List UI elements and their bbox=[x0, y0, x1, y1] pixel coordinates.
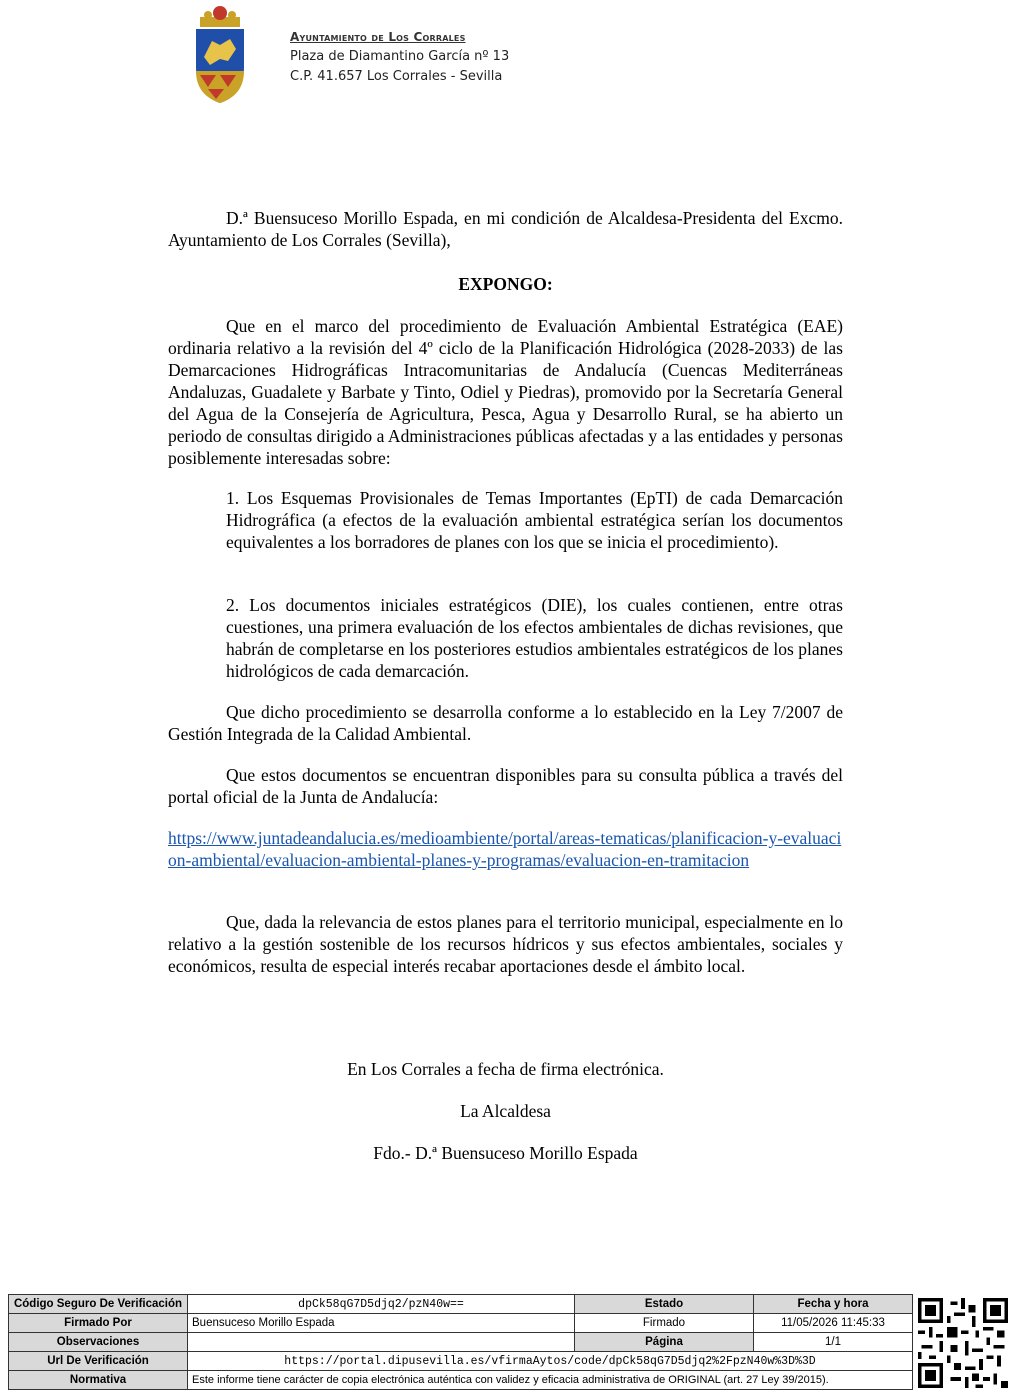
table-row: Normativa Este informe tiene carácter de copia electrónica auténtica con validez y eficacia administrativa de ORIGINAL (art. 27 Ley 39/2015). bbox=[9, 1371, 913, 1390]
municipality-address: Plaza de Diamantino García nº 13 bbox=[290, 49, 510, 64]
municipality-postal: C.P. 41.657 Los Corrales - Sevilla bbox=[290, 69, 503, 84]
closing-line: En Los Corrales a fecha de firma electrónica. bbox=[347, 1059, 664, 1079]
signer-role: La Alcaldesa bbox=[460, 1101, 551, 1121]
paragraph-availability: Que estos documentos se encuentran disponibles para su consulta pública a través del portal oficial de la Junta de Andalucía: bbox=[168, 765, 843, 807]
page-value: 1/1 bbox=[754, 1333, 913, 1352]
observations-value bbox=[188, 1333, 575, 1352]
portal-link[interactable]: https://www.juntadeandalucia.es/medioambiente/portal/areas-tematicas/planificacion-y-evaluacion-ambiental/evaluacion-ambiental-planes-y-programas/evaluacion-en-tramitacion bbox=[168, 828, 842, 870]
status-value: Firmado bbox=[575, 1314, 754, 1333]
intro-paragraph: D.ª Buensuceso Morillo Espada, en mi condición de Alcaldesa-Presidenta del Excmo. Ayuntamiento de Los Corrales (Sevilla), bbox=[168, 208, 843, 250]
coat-of-arms-logo bbox=[190, 5, 250, 105]
paragraph-procedure: Que en el marco del procedimiento de Evaluación Ambiental Estratégica (EAE) ordinaria relativo a la revisión del 4º ciclo de la Planificación Hidrológica (2028-2033) de las Demarcaciones Hidrográficas Intracomunitarias de Andalucía (Cuencas Mediterráneas Andaluzas, Guadalete y Barbate y Tinto, Odiel y Piedras), promovido por la Secretaría General del Agua de la Consejería de Agricultura, Pesca, Agua y Desarrollo Rural, se ha abierto un periodo de consultas dirigido a Administraciones públicas afectadas y a las entidades y personas posiblemente interesadas sobre: bbox=[168, 316, 843, 468]
municipality-header bbox=[290, 27, 509, 87]
csv-code: dpCk58qG7D5djq2/pzN40w== bbox=[188, 1295, 575, 1314]
signature-block bbox=[168, 1142, 843, 1164]
table-row: Firmado Por Buensuceso Morillo Espada Firmado 11/05/2026 11:45:33 bbox=[9, 1314, 913, 1333]
verification-table bbox=[8, 1294, 913, 1390]
qr-code-icon bbox=[918, 1297, 1008, 1389]
portal-link-block bbox=[168, 827, 843, 871]
role-block bbox=[168, 1100, 843, 1122]
municipality-name: Ayuntamiento de Los Corrales bbox=[290, 30, 466, 44]
table-row: Url De Verificación https://portal.dipusevilla.es/vfirmaAytos/code/dpCk58qG7D5djq2%2FpzN40w%3D%3D bbox=[9, 1352, 913, 1371]
signer-value: Buensuceso Morillo Espada bbox=[188, 1314, 575, 1333]
paragraph-law: Que dicho procedimiento se desarrolla conforme a lo establecido en la Ley 7/2007 de Gestión Integrada de la Calidad Ambiental. bbox=[168, 702, 843, 744]
table-row: Código Seguro De Verificación dpCk58qG7D5djq2/pzN40w== Estado Fecha y hora bbox=[9, 1295, 913, 1314]
table-row: Observaciones Página 1/1 bbox=[9, 1333, 913, 1352]
datetime-value: 11/05/2026 11:45:33 bbox=[754, 1314, 913, 1333]
list-item: 1. Los Esquemas Provisionales de Temas Importantes (EpTI) de cada Demarcación Hidrográfica (a efectos de la evaluación ambiental estratégica serían los documentos equivalentes a los borradores de planes con los que se inicia el procedimiento). bbox=[226, 488, 843, 552]
closing-block bbox=[168, 1058, 843, 1080]
normativa-value: Este informe tiene carácter de copia electrónica auténtica con validez y eficacia administrativa de ORIGINAL (art. 27 Ley 39/2015). bbox=[188, 1371, 913, 1390]
list-item: 2. Los documentos iniciales estratégicos (DIE), los cuales contienen, entre otras cuestiones, una primera evaluación de los efectos ambientales de dichas revisiones, que habrán de completarse en los posteriores estudios ambientales estratégicos de los planes hidrológicos de cada demarcación. bbox=[226, 595, 843, 681]
signer-name: Fdo.- D.ª Buensuceso Morillo Espada bbox=[373, 1143, 638, 1163]
heading-block bbox=[168, 273, 843, 295]
heading-expongo: EXPONGO: bbox=[458, 274, 553, 294]
paragraph-relevance: Que, dada la relevancia de estos planes para el territorio municipal, especialmente en lo relativo a la gestión sostenible de los recursos hídricos y sus efectos ambientales, sociales y económicos, resulta de especial interés recabar aportaciones desde el ámbito local. bbox=[168, 912, 843, 976]
verification-url[interactable]: https://portal.dipusevilla.es/vfirmaAytos/code/dpCk58qG7D5djq2%2FpzN40w%3D%3D bbox=[188, 1352, 913, 1371]
